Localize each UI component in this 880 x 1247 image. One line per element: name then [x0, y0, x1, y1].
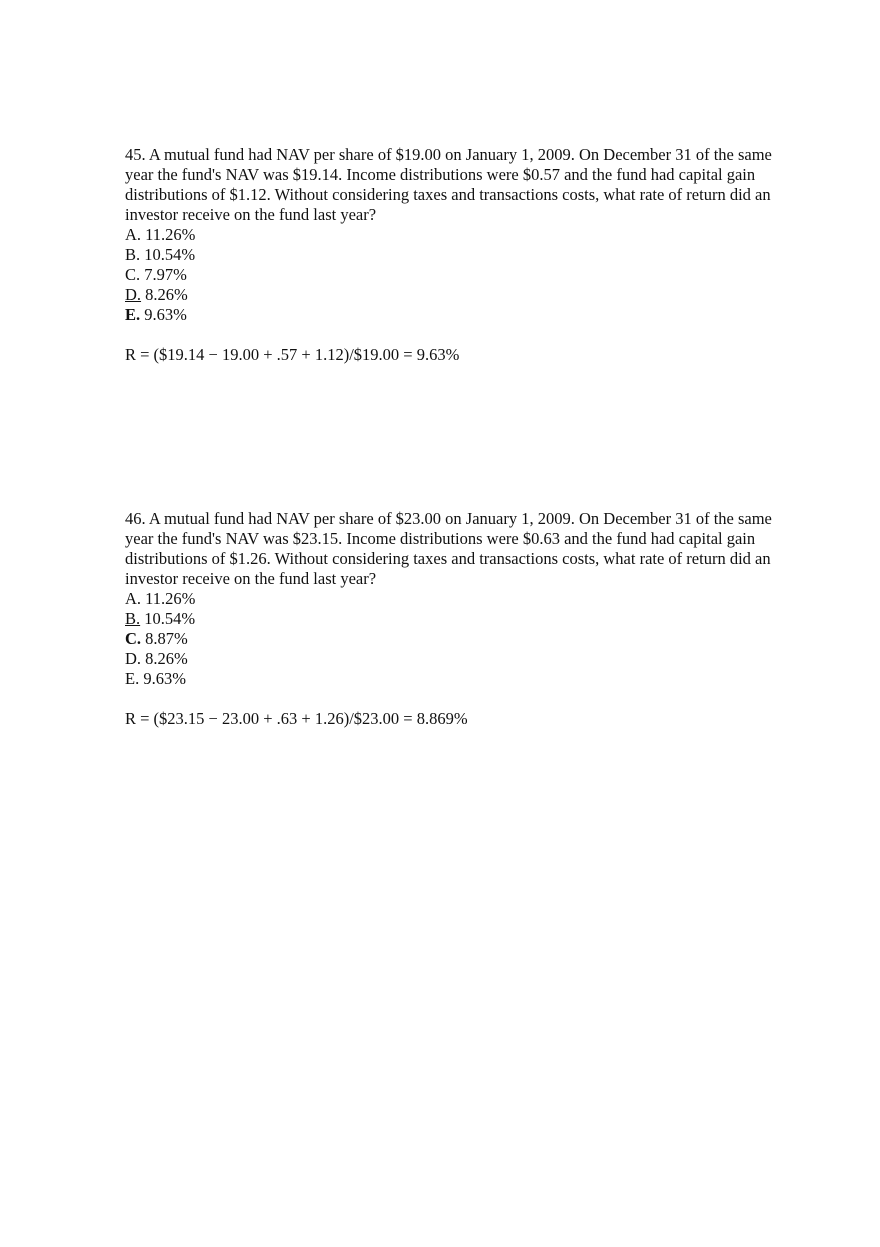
- option-text: 7.97%: [140, 265, 187, 284]
- option-text: 8.26%: [141, 285, 188, 304]
- option-letter: D.: [125, 649, 142, 668]
- option-letter-underlined: D.: [125, 285, 142, 304]
- option-letter: A.: [125, 589, 142, 608]
- option-text: 8.87%: [141, 629, 188, 648]
- option-e: [125, 305, 785, 325]
- answer-options: [125, 589, 785, 689]
- option-text: 9.63%: [139, 669, 186, 688]
- question-46: [125, 509, 785, 729]
- option-text: 11.26%: [141, 225, 196, 244]
- solution-formula: R = ($19.14 − 19.00 + .57 + 1.12)/$19.00 = 9.63%: [125, 345, 460, 364]
- option-a: [125, 225, 785, 245]
- option-c: [125, 629, 785, 649]
- option-text: 9.63%: [140, 305, 187, 324]
- option-text: 10.54%: [140, 245, 196, 264]
- option-b: [125, 245, 785, 265]
- option-text: 10.54%: [140, 609, 196, 628]
- option-letter: A.: [125, 225, 142, 244]
- correct-option-letter: C.: [125, 629, 142, 648]
- question-45: [125, 145, 785, 365]
- option-b: [125, 609, 785, 629]
- option-letter: E.: [125, 669, 140, 688]
- option-letter: C.: [125, 265, 141, 284]
- question-stem: 45. A mutual fund had NAV per share of $19.00 on January 1, 2009. On December 31 of the same year the fund's NAV was $19.14. Income distributions were $0.57 and the fund had capital gain distributions of $1.12. Without considering taxes and transactions costs, what rate of return did an investor receive on the fund last year?: [125, 145, 772, 224]
- solution-formula: R = ($23.15 − 23.00 + .63 + 1.26)/$23.00 = 8.869%: [125, 709, 468, 728]
- option-d: [125, 285, 785, 305]
- option-c: [125, 265, 785, 285]
- option-a: [125, 589, 785, 609]
- option-letter: B.: [125, 245, 141, 264]
- option-e: [125, 669, 785, 689]
- option-letter-underlined: B.: [125, 609, 141, 628]
- option-d: [125, 649, 785, 669]
- option-text: 8.26%: [141, 649, 188, 668]
- question-stem: 46. A mutual fund had NAV per share of $23.00 on January 1, 2009. On December 31 of the same year the fund's NAV was $23.15. Income distributions were $0.63 and the fund had capital gain distributions of $1.26. Without considering taxes and transactions costs, what rate of return did an investor receive on the fund last year?: [125, 509, 772, 588]
- correct-option-letter: E.: [125, 305, 141, 324]
- answer-options: [125, 225, 785, 325]
- option-text: 11.26%: [141, 589, 196, 608]
